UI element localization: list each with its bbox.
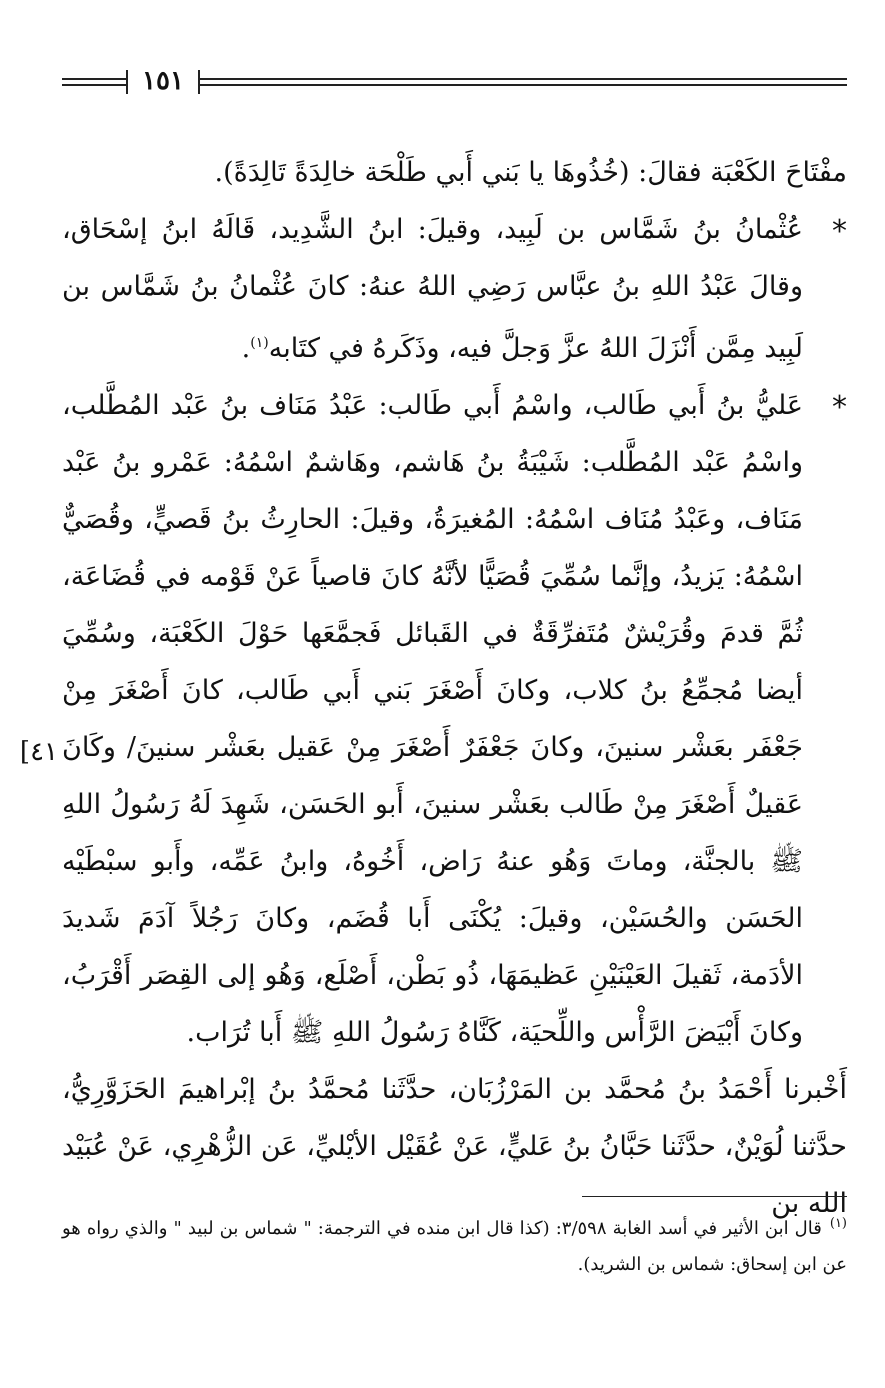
paragraph (62, 377, 847, 1061)
footnote-divider (582, 1196, 847, 1197)
paragraph-text: عُثْمانُ بنُ شَمَّاس بن لَبِيد، وقيلَ: ابنُ الشَّدِيد، قَالَهُ ابنُ إسْحَاق، وقالَ عَبْدُ اللهِ بنُ عبَّاس رَضِي اللهُ عنهُ: كانَ عُثْمانُ بنُ شَمَّاس بن لَبِيد مِمَّن أَنْزَلَ اللهُ عزَّ وَجلَّ فيه، وذَكَرهُ في كتَابه (62, 214, 803, 364)
paragraph-text: عَليُّ بنُ أَبي طَالب، واسْمُ أَبي طَالب: عَبْدُ مَنَاف بنُ عَبْد المُطَّلب، واسْمُ عَبْد المُطَّلب: شَيْبَةُ بنُ هَاشم، وهَاشمٌ اسْمُهُ: عَمْرو بنُ عَبْد مَنَاف، وعَبْدُ مُنَاف اسْمُهُ: المُغيرَةُ، وقيلَ: الحارِثُ بنُ قَصيٍّ، وقُصَيٌّ اسْمُهُ: يَزيدُ، وإنَّما سُمِّيَ قُصَيًّا لأنَّهُ كانَ قاصياً عَنْ قَوْمه في قُضَاعَة، ثُمَّ قدمَ وقُرَيْشٌ مُتَفرِّقَةٌ في القَبائل فَجمَّعَها حَوْلَ الكَعْبَة، وسُمِّيَ أيضا مُجمِّعُ بنُ كلاب، وكانَ أَصْغَرَ بَني أَبي طَالب، كانَ أَصْغَرَ مِنْ جَعْفَر بعَشْر سنينَ، وكانَ جَعْفَرٌ أَصْغَرَ مِنْ عَقيل بعَشْر سنينَ/ وكَانَ عَقيلٌ أَصْغَرَ مِنْ طَالب بعَشْر سنينَ، أَبو الحَسَن، شَهِدَ لَهُ رَسُولُ اللهِ ﷺ بالجنَّة، وماتَ وَهُو عنهُ رَاض، أَخُوهُ، وابنُ عَمِّه، وأَبو سبْطَيْه الحَسَن والحُسَيْن، وقيلَ: يُكْنَى أَبا قُضَم، وكانَ رَجُلاً آدَمَ شَديدَ الأدَمة، ثَقيلَ العَيْنَيْنِ عَظيمَهَا، ذُو بَطْن، أَصْلَع، وَهُو إلى القِصَر أَقْرَبُ، وكانَ أَبْيَضَ الرَّأْس واللِّحيَة، كَنَّاهُ رَسُولُ اللهِ ﷺ أَبا تُرَاب. (62, 390, 803, 1048)
main-text (62, 144, 847, 1232)
header-rule-right (200, 78, 847, 86)
footnote (62, 1206, 847, 1283)
page-header (62, 62, 847, 102)
paragraph-tail: . (241, 333, 251, 364)
paragraph: أَخْبرنا أَحْمَدُ بنُ مُحمَّد بن المَرْزُبَان، حدَّثَنا مُحمَّدُ بنُ إبْراهيمَ الحَزَوَّرِيُّ، حدَّثنا لُوَيْنٌ، حدَّثَنا حَبَّانُ بنُ عَليٍّ، عَنْ عُقَيْل الأيْليِّ، عَن الزُّهْرِي، عَنْ عُبَيْد الله بن (62, 1074, 847, 1219)
header-separator (126, 70, 128, 94)
paragraph: مفْتَاحَ الكَعْبَة فقالَ: (خُذُوهَا يا بَني أَبي طَلْحَة خالِدَةً تَالِدَةً). (214, 157, 847, 188)
asterisk-bullet: * (832, 214, 847, 249)
asterisk-bullet: * (832, 390, 847, 425)
footnote-text: قال ابن الأثير في أسد الغابة ٣/٥٩٨: (كذا قال ابن منده في الترجمة: " شماس بن لبيد " والذي رواه هو عن ابن إسحاق: شماس بن الشريد). (62, 1218, 847, 1275)
footnote-reference: (١) (250, 335, 269, 351)
footnote-number: (١) (829, 1216, 847, 1231)
margin-page-marker: [٤١ (19, 737, 58, 767)
header-rule-left (62, 78, 126, 86)
paragraph (62, 201, 847, 377)
page-number: ١٥١ (142, 66, 184, 96)
